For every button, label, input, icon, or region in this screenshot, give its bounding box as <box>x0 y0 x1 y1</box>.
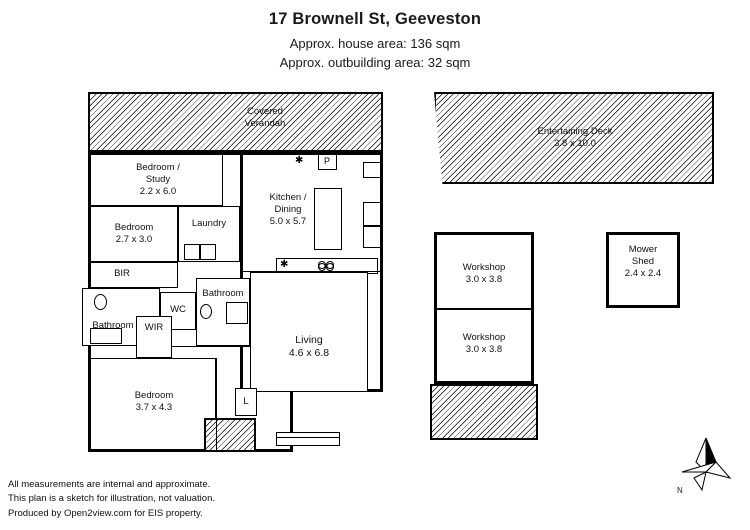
cupboard-icon <box>363 226 381 248</box>
footer-line-3: Produced by Open2view.com for EIS property. <box>8 507 203 519</box>
title-block <box>0 10 750 70</box>
front-steps <box>276 432 340 446</box>
room-label-bedroom-2: Bedroom 2.7 x 3.0 <box>114 222 154 245</box>
house-area-text: Approx. house area: 136 sqm <box>289 36 461 51</box>
kitchen-island <box>314 188 342 250</box>
workshop-divider <box>436 308 532 310</box>
hall-wall-1 <box>172 346 250 347</box>
room-label-mower-shed: Mower Shed 2.4 x 2.4 <box>624 244 662 279</box>
room-label-workshop-1: Workshop 3.0 x 3.8 <box>462 262 506 285</box>
room-label-living: Living 4.6 x 6.8 <box>288 334 330 360</box>
room-label-linen: L <box>243 396 249 407</box>
outbuilding-area-text: Approx. outbuilding area: 32 sqm <box>279 55 471 70</box>
footer-line-2: This plan is a sketch for illustration, not valuation. <box>8 493 215 505</box>
hall-wall-2 <box>216 358 217 450</box>
burner-icon-4 <box>326 263 334 271</box>
room-label-bedroom-main: Bedroom 3.7 x 4.3 <box>134 390 174 413</box>
entry-porch <box>204 418 256 452</box>
footer-disclaimer <box>8 478 215 521</box>
page-title: 17 Brownell St, Geeveston <box>268 10 482 28</box>
room-label-bathroom-main: Bathroom <box>92 320 134 331</box>
sink-icon: ✱ <box>280 259 289 270</box>
room-label-covered-verandah: Covered Verandah <box>244 106 286 129</box>
workshop-apron <box>430 384 538 440</box>
room-living <box>250 272 368 392</box>
footer-line-1: All measurements are internal and approximate. <box>8 479 211 490</box>
bath-icon <box>90 328 122 344</box>
fridge-icon <box>363 202 381 226</box>
room-label-wir: WIR <box>144 322 164 333</box>
step-line-1 <box>276 437 340 438</box>
laundry-tub-icon <box>184 244 200 260</box>
compass-north-label: N <box>677 486 683 495</box>
oven-icon <box>363 162 381 178</box>
toilet-icon-ensuite <box>200 304 212 319</box>
compass-rose <box>672 428 736 498</box>
room-label-laundry: Laundry <box>191 218 227 229</box>
house-floorplan <box>80 92 380 452</box>
hotplate-icon: ✱ <box>295 155 304 166</box>
room-label-bedroom-study: Bedroom / Study 2.2 x 6.0 <box>136 162 180 197</box>
room-label-bir: BIR <box>114 268 130 279</box>
room-label-wc: WC <box>170 304 186 315</box>
room-label-bathroom-ensuite: Bathroom <box>202 288 244 299</box>
toilet-icon-main <box>94 294 107 310</box>
room-label-workshop-2: Workshop 3.0 x 3.8 <box>462 332 506 355</box>
room-label-entertaining-deck: Entertaining Deck 3.8 x 10.0 <box>537 126 613 149</box>
burner-icon-3 <box>318 263 326 271</box>
washer-icon <box>200 244 216 260</box>
pantry-label: P <box>324 156 331 166</box>
room-label-kitchen-dining: Kitchen / Dining 5.0 x 5.7 <box>269 192 307 227</box>
shower-icon <box>226 302 248 324</box>
